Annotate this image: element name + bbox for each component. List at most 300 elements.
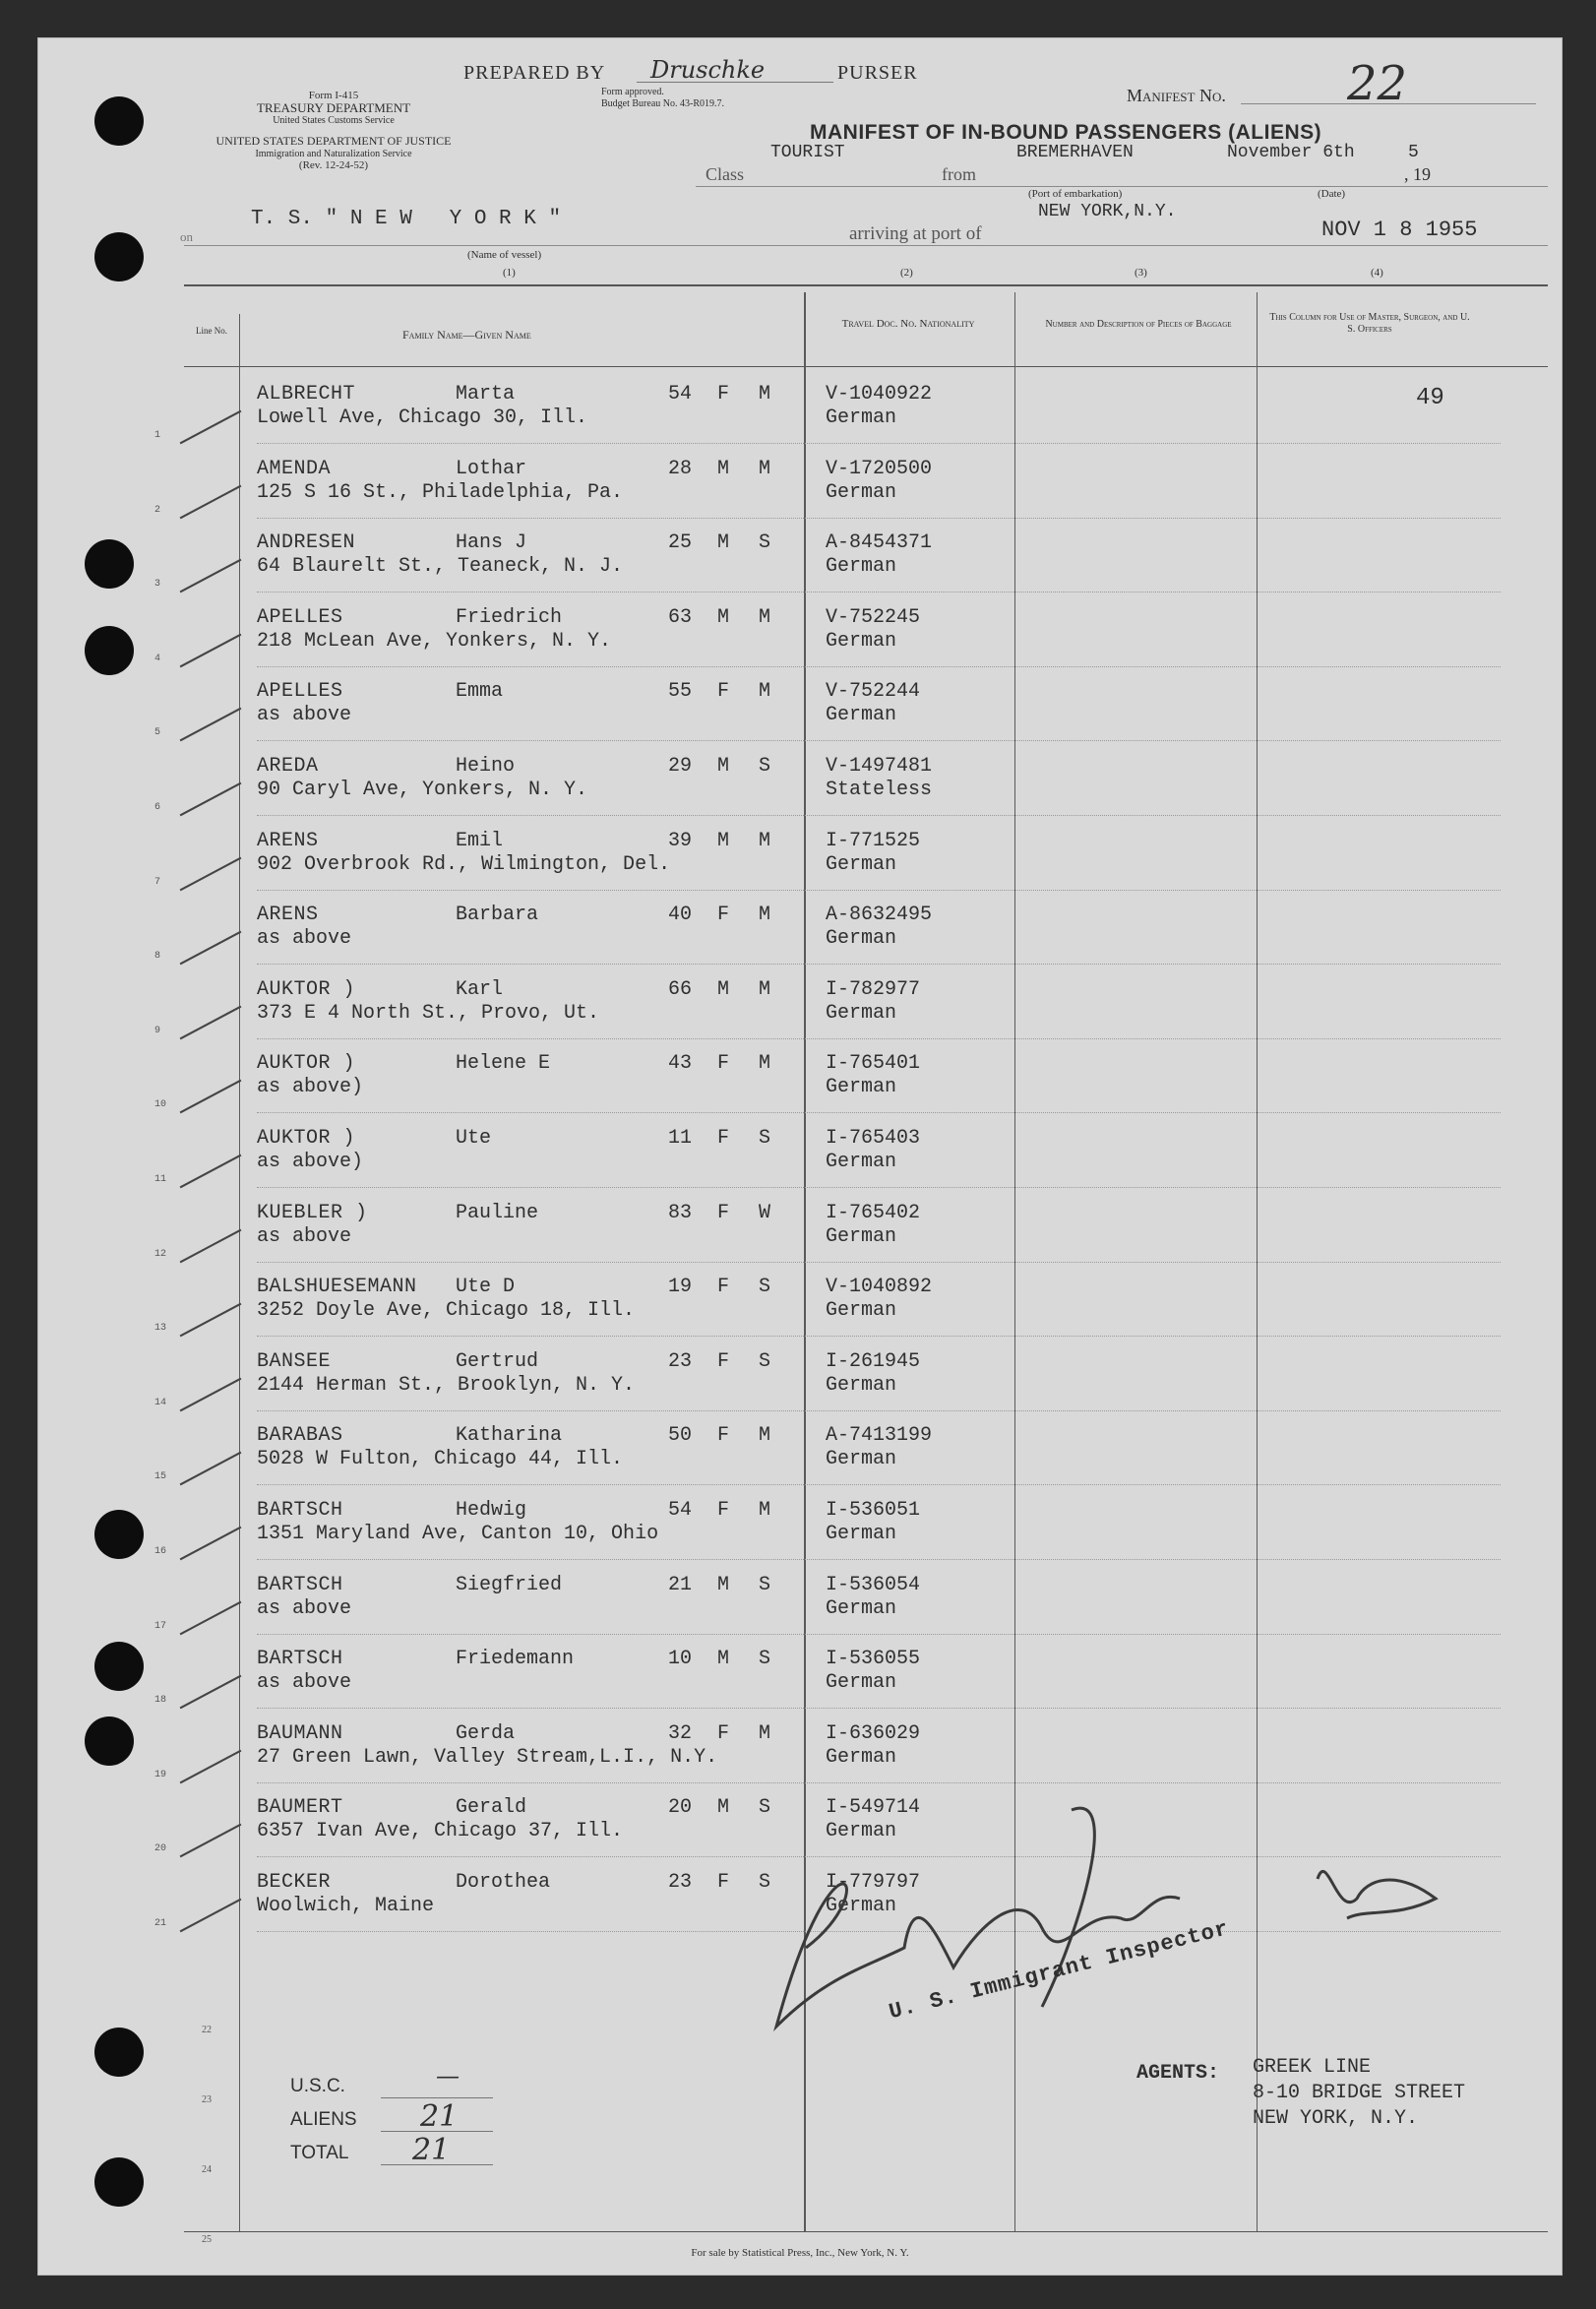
col-2-marker: (2) — [900, 267, 913, 279]
prepared-by-underline — [637, 82, 833, 83]
passenger-nationality: German — [826, 1299, 897, 1323]
passenger-given-name: Friedemann — [456, 1648, 575, 1671]
justice-department: UNITED STATES DEPARTMENT OF JUSTICE — [215, 134, 452, 148]
col-4-marker: (4) — [1371, 267, 1383, 279]
check-mark-icon — [180, 1824, 242, 1858]
year-suffix: 5 — [1408, 143, 1419, 162]
table-row — [38, 1560, 1562, 1635]
passenger-given-name: Hedwig — [456, 1499, 527, 1522]
passenger-given-name: Dorothea — [456, 1871, 551, 1894]
passenger-family-name: BAUMERT — [257, 1796, 343, 1820]
passenger-family-name: APELLES — [257, 605, 343, 629]
passenger-line-number: 19 — [154, 1769, 167, 1780]
check-mark-icon — [180, 931, 242, 966]
passenger-family-name: AUKTOR ) — [257, 1052, 356, 1076]
passenger-marital-status: M — [759, 605, 771, 629]
table-header-border — [184, 366, 1548, 367]
passenger-travel-doc: A-8632495 — [826, 904, 933, 927]
punch-hole — [94, 96, 144, 146]
passenger-given-name: Marta — [456, 383, 516, 406]
passenger-address: 5028 W Fulton, Chicago 44, Ill. — [257, 1448, 624, 1471]
passenger-given-name: Gerda — [456, 1721, 516, 1745]
passenger-given-name: Emil — [456, 829, 504, 852]
passenger-line-number: 13 — [154, 1323, 167, 1335]
passenger-address: Woolwich, Maine — [257, 1895, 435, 1917]
check-mark-icon — [180, 484, 242, 519]
passenger-address: 6357 Ivan Ave, Chicago 37, Ill. — [257, 1820, 624, 1843]
passenger-travel-doc: V-752245 — [826, 605, 921, 629]
passenger-line-number: 4 — [154, 653, 161, 664]
manifest-no-label: Manifest No. — [1127, 86, 1226, 105]
table-bottom-border — [184, 2231, 1548, 2232]
passenger-nationality: German — [826, 1001, 897, 1025]
passenger-family-name: BANSEE — [257, 1349, 332, 1373]
officer-note: 49 — [1416, 385, 1444, 411]
passenger-marital-status: S — [759, 1573, 771, 1596]
passenger-age: 55 — [668, 680, 693, 704]
passenger-line-number: 15 — [154, 1471, 167, 1483]
budget-bureau: Budget Bureau No. 43-R019.7. — [601, 98, 724, 109]
passenger-line-number: 18 — [154, 1695, 167, 1707]
agents-line-1: GREEK LINE — [1253, 2056, 1372, 2079]
agents-label: AGENTS: — [1136, 2062, 1220, 2085]
col-header-officers: This Column for Use of Master, Surgeon, and U. S. Officers — [1269, 312, 1470, 335]
table-row — [38, 965, 1562, 1039]
arriving-label: arriving at port of — [849, 223, 982, 244]
passenger-family-name: ANDRESEN — [257, 531, 356, 555]
revision-date: (Rev. 12-24-52) — [298, 159, 369, 171]
empty-line-number: 23 — [202, 2094, 212, 2105]
passenger-given-name: Helene E — [456, 1052, 551, 1076]
passenger-family-name: BARTSCH — [257, 1573, 343, 1596]
passenger-marital-status: M — [759, 1052, 771, 1076]
table-row — [38, 1337, 1562, 1411]
vessel-label: (Name of vessel) — [467, 249, 542, 261]
usc-value: — — [436, 2062, 460, 2090]
footer-printer: For sale by Statistical Press, Inc., New York, N. Y. — [691, 2247, 909, 2259]
passenger-marital-status: S — [759, 1796, 771, 1820]
passenger-marital-status: M — [759, 1721, 771, 1745]
passenger-family-name: ARENS — [257, 904, 319, 927]
passenger-sex: M — [717, 977, 730, 1001]
passenger-nationality: German — [826, 1448, 897, 1471]
date-value: November 6th — [1227, 143, 1355, 162]
passenger-given-name: Barbara — [456, 904, 539, 927]
passenger-travel-doc: I-765401 — [826, 1052, 921, 1076]
check-mark-icon — [180, 1005, 242, 1039]
passenger-family-name: BECKER — [257, 1871, 332, 1894]
passenger-sex: M — [717, 531, 730, 555]
passenger-family-name: ALBRECHT — [257, 383, 356, 406]
punch-hole — [94, 2028, 144, 2077]
passenger-travel-doc: I-636029 — [826, 1721, 921, 1745]
passenger-age: 54 — [668, 383, 693, 406]
passenger-marital-status: M — [759, 1424, 771, 1448]
passenger-sex: F — [717, 1276, 730, 1299]
passenger-family-name: AREDA — [257, 755, 319, 778]
passenger-travel-doc: I-782977 — [826, 977, 921, 1001]
passenger-sex: F — [717, 1424, 730, 1448]
passenger-travel-doc: V-1040892 — [826, 1276, 933, 1299]
passenger-nationality: German — [826, 555, 897, 579]
check-mark-icon — [180, 1749, 242, 1783]
passenger-nationality: German — [826, 1523, 897, 1545]
passenger-travel-doc: V-1720500 — [826, 457, 933, 480]
class-label: Class — [706, 164, 745, 184]
passenger-marital-status: S — [759, 1276, 771, 1299]
passenger-age: 11 — [668, 1127, 693, 1150]
passenger-marital-status: M — [759, 680, 771, 704]
passenger-family-name: BAUMANN — [257, 1721, 343, 1745]
passenger-given-name: Heino — [456, 755, 516, 778]
purser-label: PURSER — [837, 62, 918, 84]
passenger-address: as above — [257, 1596, 352, 1620]
punch-hole — [94, 232, 144, 281]
form-number: Form I-415 — [308, 90, 359, 101]
passenger-age: 50 — [668, 1424, 693, 1448]
passenger-sex: M — [717, 829, 730, 852]
passenger-age: 83 — [668, 1201, 693, 1224]
passenger-line-number: 20 — [154, 1843, 167, 1855]
passenger-nationality: German — [826, 1373, 897, 1397]
passenger-sex: M — [717, 1796, 730, 1820]
passenger-marital-status: S — [759, 531, 771, 555]
passenger-marital-status: S — [759, 1127, 771, 1150]
table-row — [38, 1634, 1562, 1709]
arrival-date-stamp: NOV 1 8 1955 — [1321, 218, 1478, 242]
punch-hole — [85, 539, 134, 589]
passenger-age: 19 — [668, 1276, 693, 1299]
passenger-nationality: German — [826, 1596, 897, 1620]
table-row — [38, 666, 1562, 741]
passenger-nationality: German — [826, 852, 897, 876]
table-row — [38, 518, 1562, 593]
table-row — [38, 1038, 1562, 1113]
passenger-nationality: German — [826, 629, 897, 653]
passenger-line-number: 3 — [154, 579, 161, 591]
passenger-travel-doc: I-536051 — [826, 1499, 921, 1522]
aliens-underline — [381, 2131, 493, 2132]
treasury-department: TREASURY DEPARTMENT — [256, 100, 411, 115]
passenger-age: 10 — [668, 1648, 693, 1671]
on-label: on — [180, 229, 193, 244]
passenger-address: as above — [257, 927, 352, 951]
passenger-travel-doc: V-1497481 — [826, 755, 933, 778]
table-row — [38, 1188, 1562, 1263]
check-mark-icon — [180, 633, 242, 667]
passenger-given-name: Ute — [456, 1127, 492, 1150]
ins-service: Immigration and Naturalization Service — [255, 149, 412, 159]
passenger-given-name: Katharina — [456, 1424, 563, 1448]
col-3-marker: (3) — [1135, 267, 1147, 279]
passenger-family-name: BARTSCH — [257, 1648, 343, 1671]
passenger-sex: F — [717, 680, 730, 704]
passenger-line-number: 1 — [154, 430, 161, 441]
passenger-age: 25 — [668, 531, 693, 555]
passenger-travel-doc: I-779797 — [826, 1871, 921, 1894]
passenger-given-name: Gerald — [456, 1796, 527, 1820]
passenger-sex: F — [717, 1201, 730, 1224]
check-mark-icon — [180, 1452, 242, 1486]
passenger-address: as above) — [257, 1076, 364, 1099]
passenger-nationality: German — [826, 704, 897, 727]
check-mark-icon — [180, 856, 242, 891]
total-label: TOTAL — [290, 2143, 349, 2163]
passenger-sex: F — [717, 1721, 730, 1745]
passenger-marital-status: M — [759, 829, 771, 852]
passenger-address: 90 Caryl Ave, Yonkers, N. Y. — [257, 779, 588, 801]
table-row — [38, 1410, 1562, 1485]
check-mark-icon — [180, 1899, 242, 1933]
passenger-travel-doc: I-261945 — [826, 1349, 921, 1373]
passenger-nationality: German — [826, 406, 897, 429]
passenger-given-name: Karl — [456, 977, 504, 1001]
arrival-port: NEW YORK,N.Y. — [1038, 202, 1177, 221]
empty-line-number: 25 — [202, 2234, 212, 2245]
passenger-given-name: Friedrich — [456, 605, 563, 629]
passenger-nationality: German — [826, 1224, 897, 1248]
passenger-address: as above) — [257, 1151, 364, 1173]
passenger-line-number: 21 — [154, 1918, 167, 1929]
passenger-family-name: AMENDA — [257, 457, 332, 480]
check-mark-icon — [180, 1228, 242, 1263]
aliens-value: 21 — [420, 2099, 459, 2134]
passenger-sex: M — [717, 1648, 730, 1671]
passenger-nationality: German — [826, 1151, 897, 1173]
passenger-line-number: 16 — [154, 1546, 167, 1557]
passenger-family-name: ARENS — [257, 829, 319, 852]
empty-line-number: 22 — [202, 2025, 212, 2035]
punch-hole — [85, 626, 134, 675]
check-mark-icon — [180, 1154, 242, 1189]
aliens-label: ALIENS — [290, 2109, 357, 2130]
passenger-address: 2144 Herman St., Brooklyn, N. Y. — [257, 1373, 636, 1397]
passenger-line-number: 6 — [154, 802, 161, 813]
passenger-sex: F — [717, 1871, 730, 1894]
passenger-family-name: BALSHUESEMANN — [257, 1276, 417, 1299]
passenger-line-number: 5 — [154, 727, 161, 739]
inspector-stamp: U. S. Immigrant Inspector — [887, 1916, 1232, 2026]
table-row — [38, 1262, 1562, 1337]
passenger-sex: M — [717, 605, 730, 629]
passenger-given-name: Pauline — [456, 1201, 539, 1224]
port-embark-label: (Port of embarkation) — [1028, 188, 1123, 200]
passenger-family-name: AUKTOR ) — [257, 1127, 356, 1150]
passenger-sex: F — [717, 1499, 730, 1522]
passenger-nationality: German — [826, 1076, 897, 1099]
passenger-age: 63 — [668, 605, 693, 629]
passenger-address: 218 McLean Ave, Yonkers, N. Y. — [257, 629, 612, 653]
passenger-marital-status: M — [759, 904, 771, 927]
check-mark-icon — [180, 410, 242, 445]
passenger-nationality: German — [826, 1895, 897, 1917]
passenger-given-name: Ute D — [456, 1276, 516, 1299]
usc-underline — [381, 2097, 493, 2098]
passenger-family-name: KUEBLER ) — [257, 1201, 368, 1224]
passenger-sex: M — [717, 457, 730, 480]
passenger-line-number: 7 — [154, 876, 161, 888]
passenger-travel-doc: I-536055 — [826, 1648, 921, 1671]
table-row — [38, 1113, 1562, 1188]
date-label: (Date) — [1318, 188, 1346, 200]
from-value: BREMERHAVEN — [1016, 143, 1134, 162]
passenger-address: as above — [257, 1224, 352, 1248]
passenger-travel-doc: A-7413199 — [826, 1424, 933, 1448]
table-row — [38, 444, 1562, 519]
passenger-marital-status: S — [759, 755, 771, 778]
passenger-address: as above — [257, 1671, 352, 1695]
punch-hole — [94, 1510, 144, 1559]
check-mark-icon — [180, 1303, 242, 1338]
passenger-line-number: 14 — [154, 1397, 167, 1408]
check-mark-icon — [180, 1377, 242, 1411]
form-approved: Form approved. — [601, 87, 664, 97]
passenger-travel-doc: I-771525 — [826, 829, 921, 852]
passenger-family-name: AUKTOR ) — [257, 977, 356, 1001]
col-header-name: Family Name—Given Name — [402, 328, 531, 342]
passenger-age: 54 — [668, 1499, 693, 1522]
year-label: , 19 — [1404, 164, 1431, 184]
passenger-marital-status: S — [759, 1871, 771, 1894]
passenger-address: 1351 Maryland Ave, Canton 10, Ohio — [257, 1523, 659, 1545]
passenger-line-number: 2 — [154, 504, 161, 516]
passenger-address: 3252 Doyle Ave, Chicago 18, Ill. — [257, 1299, 636, 1323]
passenger-given-name: Hans J — [456, 531, 527, 555]
passenger-marital-status: M — [759, 383, 771, 406]
passenger-line-number: 17 — [154, 1620, 167, 1632]
passenger-age: 29 — [668, 755, 693, 778]
passenger-age: 39 — [668, 829, 693, 852]
col-header-baggage: Number and Description of Pieces of Baggage — [1045, 319, 1232, 330]
passenger-travel-doc: I-765402 — [826, 1201, 921, 1224]
agents-line-3: NEW YORK, N.Y. — [1253, 2107, 1419, 2130]
inspector-signature — [747, 1771, 1514, 2105]
from-label: from — [942, 164, 976, 184]
passenger-sex: F — [717, 383, 730, 406]
passenger-age: 32 — [668, 1721, 693, 1745]
passenger-family-name: APELLES — [257, 680, 343, 704]
class-line — [696, 186, 1548, 187]
table-row — [38, 1485, 1562, 1560]
passenger-sex: F — [717, 1127, 730, 1150]
passenger-given-name: Siegfried — [456, 1573, 563, 1596]
table-row — [38, 369, 1562, 444]
passenger-sex: F — [717, 904, 730, 927]
check-mark-icon — [180, 782, 242, 817]
passenger-address: 64 Blaurelt St., Teaneck, N. J. — [257, 555, 624, 579]
agents-line-2: 8-10 BRIDGE STREET — [1253, 2082, 1466, 2104]
passenger-sex: F — [717, 1349, 730, 1373]
passenger-nationality: Stateless — [826, 779, 933, 801]
passenger-travel-doc: I-765403 — [826, 1127, 921, 1150]
col-header-line-no: Line No. — [196, 326, 227, 336]
passenger-travel-doc: V-752244 — [826, 680, 921, 704]
prepared-by-label: PREPARED BY — [463, 62, 606, 84]
passenger-marital-status: W — [759, 1201, 771, 1224]
manifest-no-underline — [1241, 103, 1536, 104]
passenger-age: 66 — [668, 977, 693, 1001]
passenger-marital-status: M — [759, 457, 771, 480]
passenger-sex: M — [717, 1573, 730, 1596]
passenger-age: 23 — [668, 1349, 693, 1373]
total-value: 21 — [412, 2133, 451, 2167]
punch-hole — [94, 1642, 144, 1691]
passenger-line-number: 8 — [154, 951, 161, 963]
passenger-age: 40 — [668, 904, 693, 927]
passenger-address: 27 Green Lawn, Valley Stream,L.I., N.Y. — [257, 1745, 718, 1769]
check-mark-icon — [180, 1675, 242, 1710]
passenger-nationality: German — [826, 1820, 897, 1843]
passenger-given-name: Lothar — [456, 457, 527, 480]
prepared-by-name: Druschke — [650, 56, 766, 84]
passenger-line-number: 12 — [154, 1248, 167, 1260]
passenger-given-name: Gertrud — [456, 1349, 539, 1373]
punch-hole — [94, 2157, 144, 2207]
passenger-age: 23 — [668, 1871, 693, 1894]
passenger-given-name: Emma — [456, 680, 504, 704]
passenger-address: as above — [257, 704, 352, 727]
usc-label: U.S.C. — [290, 2076, 345, 2096]
passenger-address: 902 Overbrook Rd., Wilmington, Del. — [257, 852, 671, 876]
passenger-marital-status: M — [759, 977, 771, 1001]
check-mark-icon — [180, 1600, 242, 1635]
col-header-doc: Travel Doc. No. Nationality — [841, 318, 975, 330]
passenger-nationality: German — [826, 927, 897, 951]
passenger-sex: M — [717, 755, 730, 778]
passenger-address: 125 S 16 St., Philadelphia, Pa. — [257, 480, 624, 504]
class-value: TOURIST — [770, 143, 845, 162]
passenger-line-number: 10 — [154, 1099, 167, 1111]
table-row — [38, 816, 1562, 891]
passenger-travel-doc: V-1040922 — [826, 383, 933, 406]
passenger-nationality: German — [826, 480, 897, 504]
vessel-name: T. S. " N E W Y O R K " — [251, 208, 562, 230]
table-row — [38, 741, 1562, 816]
col-1-marker: (1) — [503, 267, 516, 279]
passenger-nationality: German — [826, 1671, 897, 1695]
passenger-nationality: German — [826, 1745, 897, 1769]
passenger-age: 28 — [668, 457, 693, 480]
table-row — [38, 593, 1562, 667]
passenger-travel-doc: I-536054 — [826, 1573, 921, 1596]
manifest-no: 22 — [1347, 56, 1408, 111]
passenger-marital-status: S — [759, 1349, 771, 1373]
passenger-travel-doc: A-8454371 — [826, 531, 933, 555]
check-mark-icon — [180, 559, 242, 593]
passenger-address: 373 E 4 North St., Provo, Ut. — [257, 1001, 600, 1025]
manifest-title: MANIFEST OF IN-BOUND PASSENGERS (ALIENS) — [810, 121, 1322, 144]
passenger-line-number: 11 — [154, 1174, 167, 1185]
empty-line-number: 24 — [202, 2164, 212, 2175]
check-mark-icon — [180, 1527, 242, 1561]
customs-service: United States Customs Service — [273, 115, 395, 126]
table-top-border — [184, 284, 1548, 286]
passenger-sex: F — [717, 1052, 730, 1076]
punch-hole — [85, 1716, 134, 1766]
check-mark-icon — [180, 1080, 242, 1114]
passenger-marital-status: S — [759, 1648, 771, 1671]
table-row — [38, 890, 1562, 965]
passenger-family-name: BARABAS — [257, 1424, 343, 1448]
passenger-age: 21 — [668, 1573, 693, 1596]
check-mark-icon — [180, 708, 242, 742]
passenger-marital-status: M — [759, 1499, 771, 1522]
passenger-travel-doc: I-549714 — [826, 1796, 921, 1820]
manifest-page — [37, 37, 1563, 2276]
passenger-age: 43 — [668, 1052, 693, 1076]
passenger-address: Lowell Ave, Chicago 30, Ill. — [257, 406, 588, 429]
passenger-family-name: BARTSCH — [257, 1499, 343, 1522]
